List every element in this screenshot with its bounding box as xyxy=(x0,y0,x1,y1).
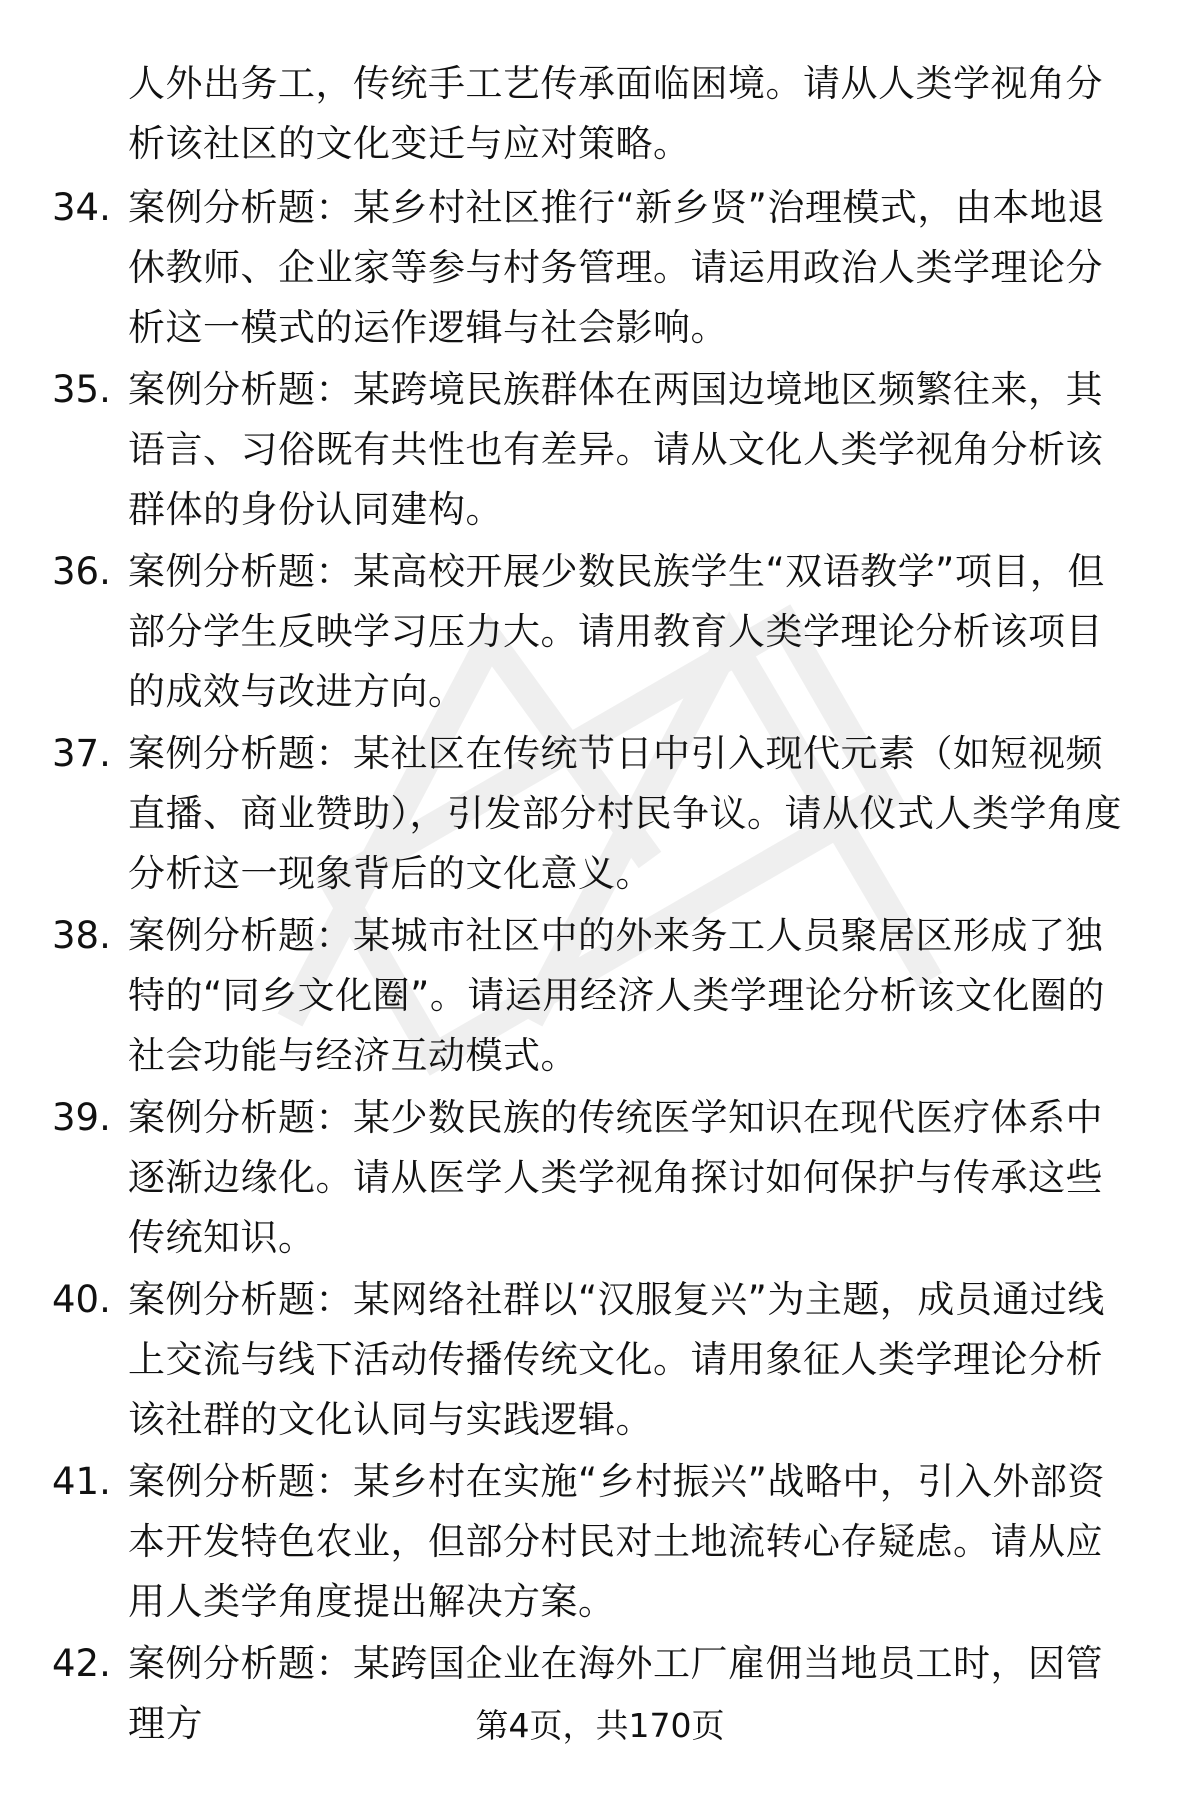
question-number: 42. xyxy=(52,1642,111,1685)
question-text: 案例分析题：某网络社群以“汉服复兴”为主题，成员通过线上交流与线下活动传播传统文化。请用象征人类学理论分析该社群的文化认同与实践逻辑。 xyxy=(128,1278,1105,1441)
question-number: 34. xyxy=(52,186,111,229)
question-item xyxy=(0,1270,1200,1452)
question-text: 案例分析题：某少数民族的传统医学知识在现代医疗体系中逐渐边缘化。请从医学人类学视角探讨如何保护与传承这些传统知识。 xyxy=(128,1096,1103,1259)
question-number: 35. xyxy=(52,368,111,411)
question-number: 38. xyxy=(52,914,111,957)
question-number: 41. xyxy=(52,1460,111,1503)
question-text: 案例分析题：某乡村在实施“乡村振兴”战略中，引入外部资本开发特色农业，但部分村民对土地流转心存疑虑。请从应用人类学角度提出解决方案。 xyxy=(128,1460,1105,1623)
question-item xyxy=(0,1088,1200,1270)
question-number: 36. xyxy=(52,550,111,593)
continuation-paragraph: 人外出务工，传统手工艺传承面临困境。请从人类学视角分析该社区的文化变迁与应对策略。 xyxy=(128,62,1103,165)
question-text: 案例分析题：某高校开展少数民族学生“双语教学”项目，但部分学生反映学习压力大。请用教育人类学理论分析该项目的成效与改进方向。 xyxy=(128,550,1105,713)
question-item xyxy=(0,178,1200,360)
question-item xyxy=(0,542,1200,724)
question-number: 40. xyxy=(52,1278,111,1321)
question-text: 案例分析题：某跨国企业在海外工厂雇佣当地员工时，因管理方 xyxy=(128,1642,1103,1745)
question-text: 案例分析题：某社区在传统节日中引入现代元素（如短视频直播、商业赞助），引发部分村民争议。请从仪式人类学角度分析这一现象背后的文化意义。 xyxy=(128,732,1122,895)
question-number: 37. xyxy=(52,732,111,775)
question-item xyxy=(0,724,1200,906)
question-text: 案例分析题：某跨境民族群体在两国边境地区频繁往来，其语言、习俗既有共性也有差异。请从文化人类学视角分析该群体的身份认同建构。 xyxy=(128,368,1103,531)
question-text: 案例分析题：某乡村社区推行“新乡贤”治理模式，由本地退休教师、企业家等参与村务管理。请运用政治人类学理论分析这一模式的运作逻辑与社会影响。 xyxy=(128,186,1105,349)
question-number: 39. xyxy=(52,1096,111,1139)
question-item xyxy=(0,1452,1200,1634)
question-text: 案例分析题：某城市社区中的外来务工人员聚居区形成了独特的“同乡文化圈”。请运用经济人类学理论分析该文化圈的社会功能与经济互动模式。 xyxy=(128,914,1105,1077)
question-item xyxy=(0,360,1200,542)
question-list xyxy=(0,178,1200,1816)
page-footer: 第4页，共170页 xyxy=(475,1706,725,1745)
question-item xyxy=(0,906,1200,1088)
